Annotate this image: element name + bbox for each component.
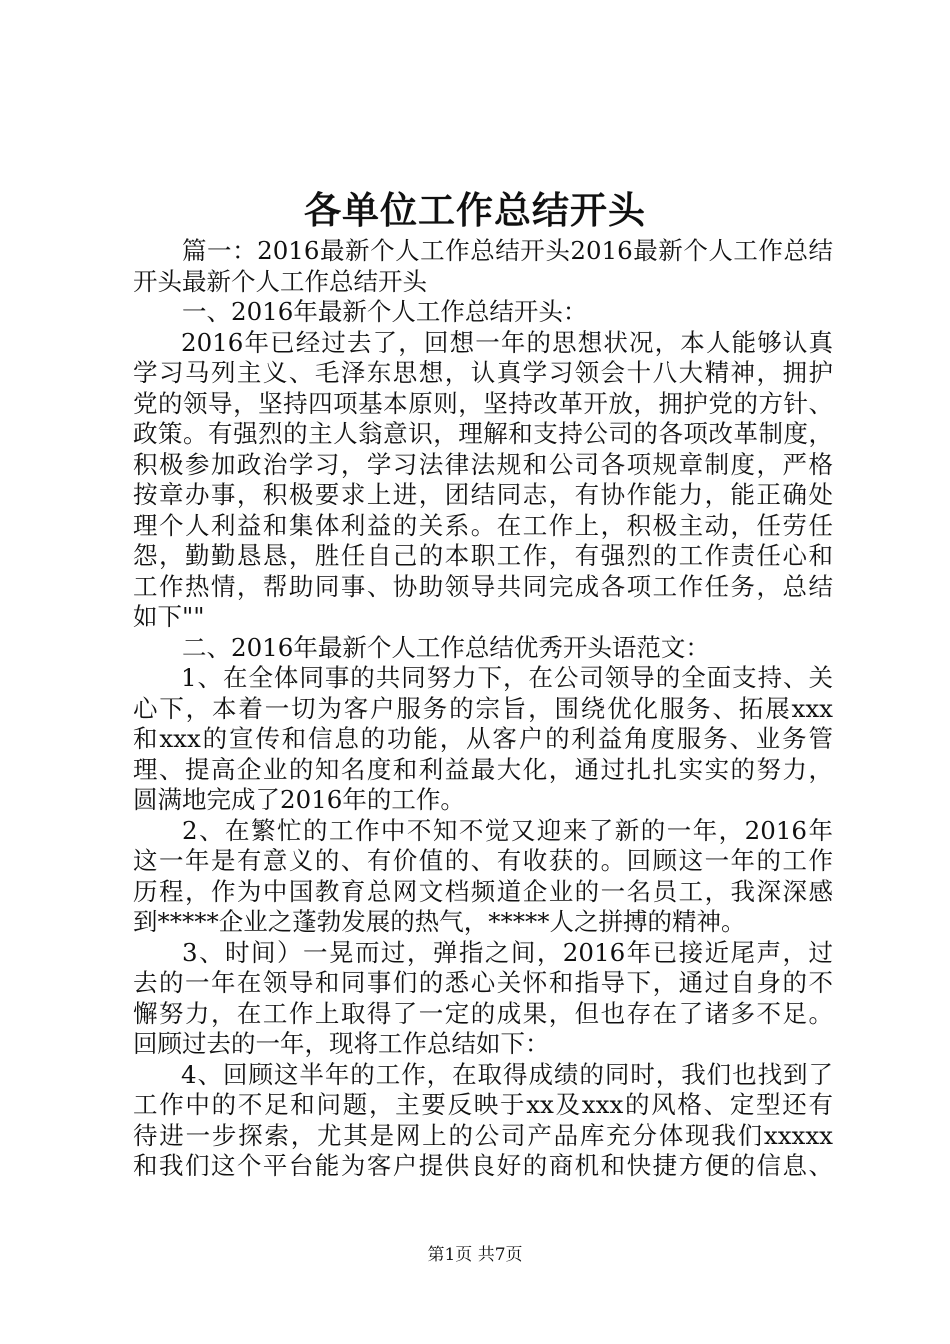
document-body: [133, 236, 833, 1182]
text-line: 到*****企业之蓬勃发展的热气，*****人之拼搏的精神。: [133, 907, 746, 936]
text-line: 历程，作为中国教育总网文档频道企业的一名员工，我深深感: [133, 876, 833, 906]
text-line: 工作中的不足和问题，主要反映于xx及xxx的风格、定型还有: [133, 1090, 833, 1119]
document-title: 各单位工作总结开头: [304, 188, 646, 232]
text-line: 理、提高企业的知名度和利益最大化，通过扎扎实实的努力，: [133, 754, 833, 784]
text-line: 开头最新个人工作总结开头: [133, 266, 427, 296]
text-line: 2016年已经过去了，回想一年的思想状况，本人能够认真: [181, 327, 833, 357]
text-line: 党的领导，坚持四项基本原则，坚持改革开放，拥护党的方针、: [133, 388, 833, 418]
text-line: 如下"": [133, 602, 205, 631]
text-line: 懈努力，在工作上取得了一定的成果，但也存在了诸多不足。: [133, 998, 833, 1028]
text-line: 3、时间）一晃而过，弹指之间，2016年已接近尾声，过: [182, 937, 833, 967]
text-line: 一、2016年最新个人工作总结开头：: [182, 297, 588, 326]
text-line: 工作热情，帮助同事、协助领导共同完成各项工作任务，总结: [133, 571, 833, 601]
text-line: 2、在繁忙的工作中不知不觉又迎来了新的一年，2016年: [182, 815, 833, 845]
text-line: 怨，勤勤恳恳，胜任自己的本职工作，有强烈的工作责任心和: [133, 541, 833, 570]
text-line: 心下，本着一切为客户服务的宗旨，围绕优化服务、拓展xxx: [133, 693, 833, 723]
text-line: 积极参加政治学习，学习法律法规和公司各项规章制度，严格: [133, 449, 833, 479]
text-line: 圆满地完成了2016年的工作。: [133, 785, 465, 814]
text-line: 学习马列主义、毛泽东思想，认真学习领会十八大精神，拥护: [133, 358, 833, 387]
text-line: 政策。有强烈的主人翁意识，理解和支持公司的各项改革制度，: [133, 419, 833, 448]
text-line: 理个人利益和集体利益的关系。在工作上，积极主动，任劳任: [133, 510, 833, 540]
text-line: 和xxx的宣传和信息的功能，从客户的利益角度服务、业务管: [133, 724, 833, 753]
text-line: 按章办事，积极要求上进，团结同志，有协作能力，能正确处: [133, 480, 833, 509]
text-line: 二、2016年最新个人工作总结优秀开头语范文：: [182, 632, 710, 662]
text-line: 这一年是有意义的、有价值的、有收获的。回顾这一年的工作: [133, 846, 833, 875]
text-line: 回顾过去的一年，现将工作总结如下：: [133, 1029, 550, 1058]
text-line: 待进一步探索，尤其是网上的公司产品库充分体现我们xxxxx: [133, 1120, 833, 1150]
text-line: 4、回顾这半年的工作，在取得成绩的同时，我们也找到了: [181, 1059, 833, 1089]
text-line: 篇一：2016最新个人工作总结开头2016最新个人工作总结: [182, 236, 833, 265]
text-line: 和我们这个平台能为客户提供良好的商机和快捷方便的信息、: [133, 1151, 833, 1180]
text-line: 去的一年在领导和同事们的悉心关怀和指导下，通过自身的不: [133, 968, 833, 997]
text-line: 1、在全体同事的共同努力下，在公司领导的全面支持、关: [181, 663, 833, 692]
page-footer: 第1页 共7页: [427, 1245, 523, 1265]
